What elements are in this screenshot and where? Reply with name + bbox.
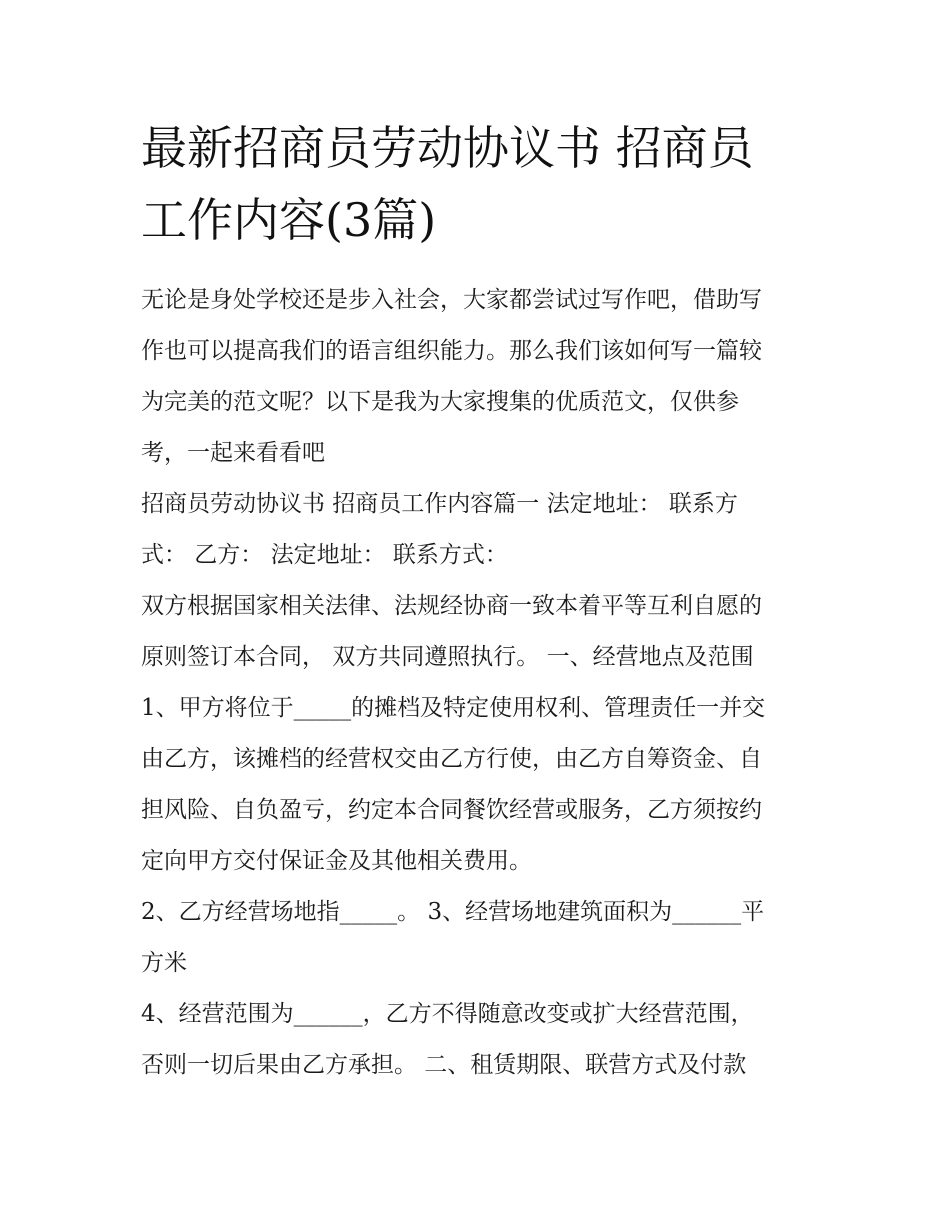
paragraph-intro <box>141 275 821 479</box>
paragraph-clause-2-3 <box>141 887 821 989</box>
paragraph-line: 式： 乙方： 法定地址： 联系方式： <box>141 542 508 568</box>
paragraph-line: 原则签订本合同， 双方共同遵照执行。 一、经营地点及范围 <box>141 644 754 670</box>
paragraph-line: 否则一切后果由乙方承担。 二、租赁期限、联营方式及付款 <box>141 1052 747 1078</box>
paragraph-line: 无论是身处学校还是步入社会，大家都尝试过写作吧，借助写 <box>141 287 762 313</box>
paragraph-line: 2、乙方经营场地指_____。 3、经营场地建筑面积为______平 <box>141 899 765 925</box>
paragraph-parties <box>141 479 821 581</box>
paragraph-clause-4 <box>141 989 821 1091</box>
paragraph-line: 4、经营范围为______，乙方不得随意改变或扩大经营范围， <box>141 1001 754 1027</box>
paragraph-line: 由乙方，该摊档的经营权交由乙方行使，由乙方自筹资金、自 <box>141 746 762 772</box>
paragraph-line: 双方根据国家相关法律、法规经协商一致本着平等互利自愿的 <box>141 593 762 619</box>
title-line-2: 工作内容(3篇) <box>141 193 437 247</box>
document-body <box>141 275 821 1091</box>
paragraph-line: 担风险、自负盈亏，约定本合同餐饮经营或服务，乙方须按约 <box>141 797 762 823</box>
paragraph-line: 考，一起来看看吧 <box>141 440 325 466</box>
paragraph-line: 方米 <box>141 950 187 976</box>
paragraph-line: 招商员劳动协议书 招商员工作内容篇一 法定地址： 联系方 <box>141 491 738 517</box>
paragraph-agreement <box>141 581 821 683</box>
paragraph-line: 1、甲方将位于_____的摊档及特定使用权利、管理责任一并交 <box>141 695 766 721</box>
paragraph-line: 作也可以提高我们的语言组织能力。那么我们该如何写一篇较 <box>141 338 762 364</box>
document-title <box>141 112 821 256</box>
title-line-1: 最新招商员劳动协议书 招商员 <box>141 121 754 175</box>
paragraph-line: 为完美的范文呢？以下是我为大家搜集的优质范文，仅供参 <box>141 389 739 415</box>
paragraph-clause-1 <box>141 683 821 887</box>
paragraph-line: 定向甲方交付保证金及其他相关费用。 <box>141 848 532 874</box>
